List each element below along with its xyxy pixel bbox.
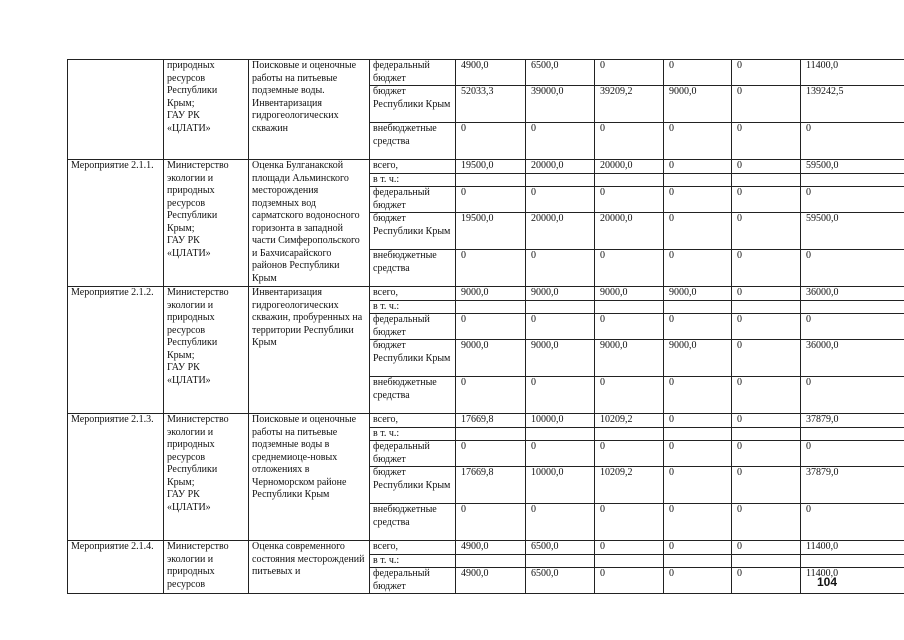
value-cell: 0: [595, 541, 664, 555]
table-row: [68, 160, 904, 174]
total-cell: 11400,0: [801, 60, 904, 86]
value-cell: [526, 554, 595, 568]
funding-source-cell: в т. ч.:: [370, 300, 456, 314]
value-cell: 0: [664, 441, 732, 467]
value-cell: 0: [456, 441, 526, 467]
funding-source-cell: федеральный бюджет: [370, 314, 456, 340]
value-cell: 0: [664, 541, 732, 555]
value-cell: 20000,0: [595, 160, 664, 174]
value-cell: 6500,0: [526, 60, 595, 86]
value-cell: 0: [732, 60, 801, 86]
total-cell: 36000,0: [801, 340, 904, 377]
value-cell: 9000,0: [526, 340, 595, 377]
value-cell: 0: [595, 187, 664, 213]
value-cell: 0: [456, 250, 526, 287]
total-cell: 37879,0: [801, 467, 904, 504]
funding-source-cell: федеральный бюджет: [370, 441, 456, 467]
value-cell: 9000,0: [526, 287, 595, 301]
total-cell: 0: [801, 250, 904, 287]
funding-source-cell: бюджет Республики Крым: [370, 340, 456, 377]
funding-source-cell: всего,: [370, 414, 456, 428]
value-cell: 0: [526, 123, 595, 160]
value-cell: 0: [732, 213, 801, 250]
executor-cell: Министерство экологии и природных ресурсов: [164, 541, 249, 594]
value-cell: 20000,0: [526, 160, 595, 174]
value-cell: 0: [526, 504, 595, 541]
funding-source-cell: внебюджетные средства: [370, 377, 456, 414]
funding-source-cell: федеральный бюджет: [370, 187, 456, 213]
value-cell: 0: [456, 123, 526, 160]
value-cell: [664, 427, 732, 441]
value-cell: 0: [595, 568, 664, 594]
value-cell: 9000,0: [456, 340, 526, 377]
value-cell: [664, 300, 732, 314]
value-cell: 0: [595, 314, 664, 340]
total-cell: [801, 300, 904, 314]
measure-cell: [68, 60, 164, 160]
total-cell: 0: [801, 123, 904, 160]
value-cell: [732, 173, 801, 187]
value-cell: [526, 173, 595, 187]
value-cell: 0: [732, 441, 801, 467]
value-cell: 0: [732, 541, 801, 555]
total-cell: 0: [801, 377, 904, 414]
value-cell: 0: [732, 467, 801, 504]
executor-cell: Министерство экологии и природных ресурсов Республики Крым; ГАУ РК «ЦЛАТИ»: [164, 414, 249, 541]
value-cell: 52033,3: [456, 86, 526, 123]
value-cell: 9000,0: [664, 86, 732, 123]
value-cell: 0: [595, 123, 664, 160]
value-cell: 17669,8: [456, 467, 526, 504]
funding-table: [67, 59, 904, 594]
value-cell: 0: [526, 377, 595, 414]
page-number: 104: [817, 575, 838, 589]
value-cell: [526, 427, 595, 441]
value-cell: 10209,2: [595, 467, 664, 504]
value-cell: [456, 173, 526, 187]
value-cell: 0: [732, 250, 801, 287]
total-cell: 36000,0: [801, 287, 904, 301]
total-cell: 11400,0: [801, 541, 904, 555]
value-cell: 0: [664, 414, 732, 428]
value-cell: 9000,0: [456, 287, 526, 301]
value-cell: 17669,8: [456, 414, 526, 428]
value-cell: [456, 554, 526, 568]
value-cell: [732, 300, 801, 314]
value-cell: 0: [664, 467, 732, 504]
value-cell: 0: [732, 187, 801, 213]
executor-cell: Министерство экологии и природных ресурсов Республики Крым; ГАУ РК «ЦЛАТИ»: [164, 160, 249, 287]
total-cell: 59500,0: [801, 160, 904, 174]
funding-source-cell: всего,: [370, 541, 456, 555]
value-cell: 0: [595, 250, 664, 287]
value-cell: 0: [595, 504, 664, 541]
total-cell: 0: [801, 314, 904, 340]
value-cell: 0: [732, 287, 801, 301]
value-cell: 4900,0: [456, 541, 526, 555]
funding-source-cell: в т. ч.:: [370, 427, 456, 441]
funding-source-cell: федеральный бюджет: [370, 60, 456, 86]
value-cell: 0: [664, 160, 732, 174]
value-cell: 19500,0: [456, 213, 526, 250]
value-cell: 0: [526, 187, 595, 213]
value-cell: 0: [526, 250, 595, 287]
value-cell: 9000,0: [664, 287, 732, 301]
executor-cell: Министерство экологии и природных ресурсов Республики Крым; ГАУ РК «ЦЛАТИ»: [164, 287, 249, 414]
funding-source-cell: всего,: [370, 287, 456, 301]
value-cell: [732, 427, 801, 441]
description-cell: Поисковые и оценочные работы на питьевые подземные воды в среднемиоце-новых отложениях в Черноморском районе Республики Крым: [249, 414, 370, 541]
value-cell: 0: [664, 504, 732, 541]
description-cell: Оценка современного состояния месторождений питьевых и: [249, 541, 370, 594]
funding-source-cell: внебюджетные средства: [370, 250, 456, 287]
funding-source-cell: бюджет Республики Крым: [370, 86, 456, 123]
funding-source-cell: внебюджетные средства: [370, 123, 456, 160]
funding-source-cell: в т. ч.:: [370, 173, 456, 187]
value-cell: 0: [732, 377, 801, 414]
funding-source-cell: федеральный бюджет: [370, 568, 456, 594]
value-cell: 0: [595, 441, 664, 467]
table-row: [68, 414, 904, 428]
value-cell: 0: [595, 60, 664, 86]
total-cell: 59500,0: [801, 213, 904, 250]
value-cell: 0: [526, 314, 595, 340]
total-cell: 0: [801, 441, 904, 467]
table-row: [68, 60, 904, 86]
value-cell: 0: [456, 377, 526, 414]
measure-cell: Мероприятие 2.1.2.: [68, 287, 164, 414]
total-cell: 0: [801, 504, 904, 541]
value-cell: 0: [664, 187, 732, 213]
value-cell: 10000,0: [526, 414, 595, 428]
value-cell: [595, 427, 664, 441]
funding-source-cell: в т. ч.:: [370, 554, 456, 568]
description-cell: Оценка Булганакской площади Альминского месторождения подземных вод сарматского водоносного горизонта в западной части Симферопольского и Бахчисарайского районов Республики Крым: [249, 160, 370, 287]
value-cell: 0: [664, 314, 732, 340]
value-cell: 20000,0: [595, 213, 664, 250]
value-cell: 0: [732, 86, 801, 123]
value-cell: 39209,2: [595, 86, 664, 123]
description-cell: Инвентаризация гидрогеологических скважин, пробуренных на территории Республики Крым: [249, 287, 370, 414]
description-cell: Поисковые и оценочные работы на питьевые подземные воды. Инвентаризация гидрогеологических скважин: [249, 60, 370, 160]
value-cell: 0: [732, 568, 801, 594]
value-cell: 10209,2: [595, 414, 664, 428]
value-cell: [595, 300, 664, 314]
value-cell: [595, 554, 664, 568]
total-cell: [801, 554, 904, 568]
total-cell: 37879,0: [801, 414, 904, 428]
total-cell: 11400,0: [801, 568, 904, 594]
value-cell: 0: [732, 314, 801, 340]
value-cell: [526, 300, 595, 314]
value-cell: 0: [664, 213, 732, 250]
funding-source-cell: бюджет Республики Крым: [370, 213, 456, 250]
funding-source-cell: всего,: [370, 160, 456, 174]
value-cell: 0: [526, 441, 595, 467]
total-cell: [801, 427, 904, 441]
total-cell: 0: [801, 187, 904, 213]
value-cell: [664, 554, 732, 568]
value-cell: 6500,0: [526, 541, 595, 555]
value-cell: [664, 173, 732, 187]
value-cell: 9000,0: [664, 340, 732, 377]
value-cell: 10000,0: [526, 467, 595, 504]
value-cell: 20000,0: [526, 213, 595, 250]
value-cell: 0: [664, 377, 732, 414]
value-cell: 0: [732, 160, 801, 174]
measure-cell: Мероприятие 2.1.3.: [68, 414, 164, 541]
value-cell: 19500,0: [456, 160, 526, 174]
value-cell: [595, 173, 664, 187]
table-row: [68, 287, 904, 301]
table-row: [68, 541, 904, 555]
value-cell: [456, 427, 526, 441]
funding-source-cell: бюджет Республики Крым: [370, 467, 456, 504]
measure-cell: Мероприятие 2.1.1.: [68, 160, 164, 287]
value-cell: 0: [732, 123, 801, 160]
value-cell: 0: [732, 414, 801, 428]
value-cell: 0: [664, 123, 732, 160]
value-cell: 0: [456, 187, 526, 213]
value-cell: 4900,0: [456, 60, 526, 86]
value-cell: 0: [664, 568, 732, 594]
value-cell: 0: [732, 340, 801, 377]
value-cell: [732, 554, 801, 568]
value-cell: 0: [456, 314, 526, 340]
value-cell: 39000,0: [526, 86, 595, 123]
value-cell: 0: [595, 377, 664, 414]
value-cell: 9000,0: [595, 340, 664, 377]
measure-cell: Мероприятие 2.1.4.: [68, 541, 164, 594]
value-cell: 6500,0: [526, 568, 595, 594]
table-body: [68, 60, 904, 594]
value-cell: 0: [664, 60, 732, 86]
total-cell: [801, 173, 904, 187]
value-cell: 0: [456, 504, 526, 541]
total-cell: 139242,5: [801, 86, 904, 123]
value-cell: [456, 300, 526, 314]
executor-cell: природных ресурсов Республики Крым; ГАУ РК «ЦЛАТИ»: [164, 60, 249, 160]
value-cell: 9000,0: [595, 287, 664, 301]
funding-source-cell: внебюджетные средства: [370, 504, 456, 541]
value-cell: 0: [664, 250, 732, 287]
value-cell: 4900,0: [456, 568, 526, 594]
value-cell: 0: [732, 504, 801, 541]
